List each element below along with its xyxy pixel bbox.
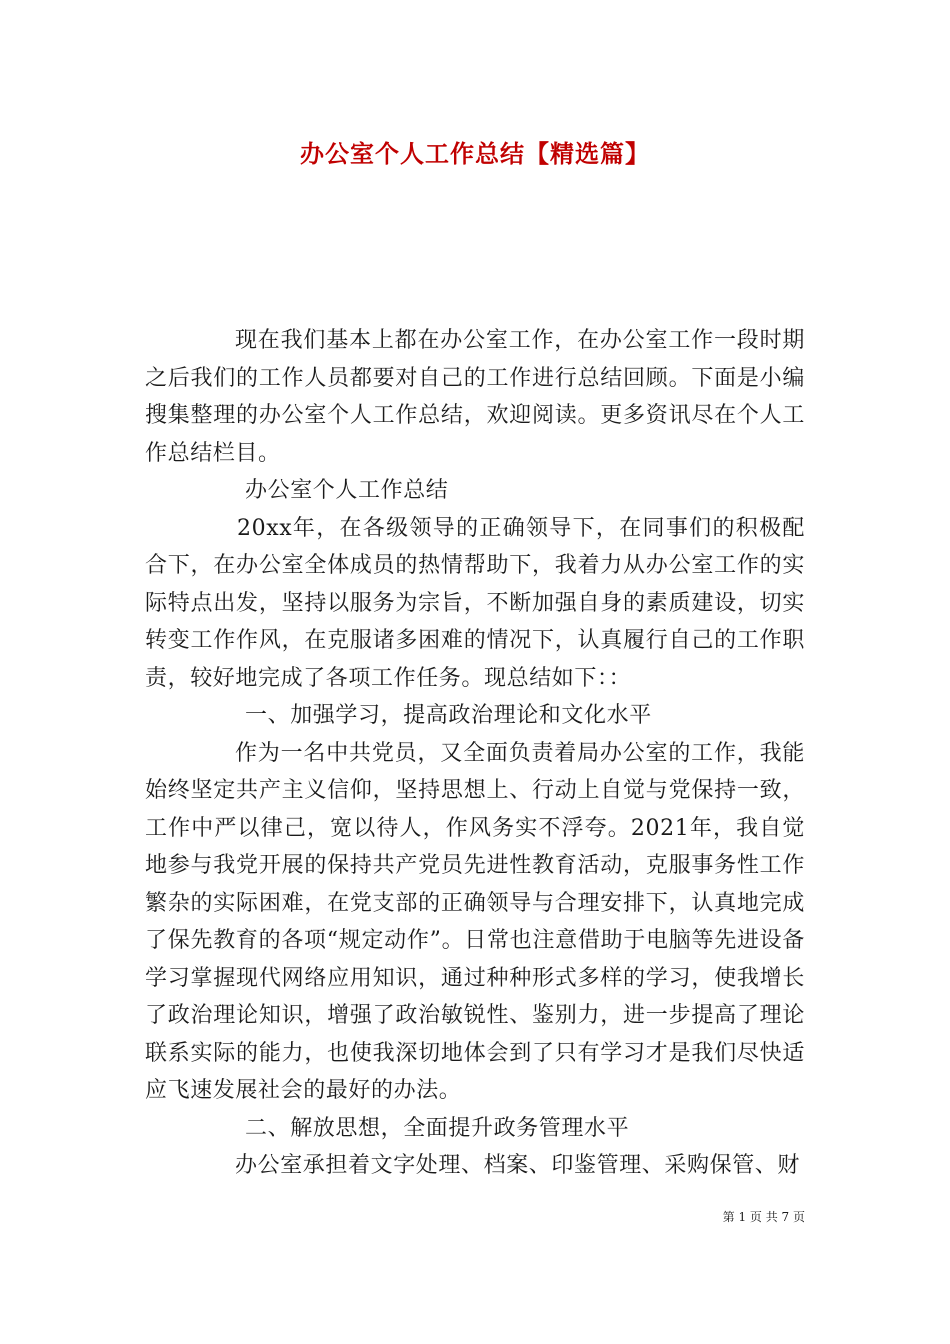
page-number: 第 1 页 共 7 页 <box>722 1210 805 1224</box>
document-body <box>145 322 805 1185</box>
section-1-paragraph: 作为一名中共党员，又全面负责着局办公室的工作，我能始终坚定共产主义信仰，坚持思想上、行动上自觉与党保持一致，工作中严以律己，宽以待人，作风务实不浮夸。2021年，我自觉地参与我党开展的保持共产党员先进性教育活动，克服事务性工作繁杂的实际困难，在党支部的正确领导与合理安排下，认真地完成了保先教育的各项“规定动作”。日常也注意借助于电脑等先进设备学习掌握现代网络应用知识，通过种种形式多样的学习，使我增长了政治理论知识，增强了政治敏锐性、鉴别力，进一步提高了理论联系实际的能力，也使我深切地体会到了只有学习才是我们尽快适应飞速发展社会的最好的办法。 <box>145 740 805 1103</box>
intro-paragraph: 现在我们基本上都在办公室工作，在办公室工作一段时期之后我们的工作人员都要对自己的工作进行总结回顾。下面是小编搜集整理的办公室个人工作总结，欢迎阅读。更多资讯尽在个人工作总结栏目。 <box>145 328 805 466</box>
section-subtitle: 办公室个人工作总结 <box>245 478 449 503</box>
section-heading-1: 一、加强学习，提高政治理论和文化水平 <box>245 703 652 728</box>
document-title: 办公室个人工作总结【精选篇】 <box>300 139 650 168</box>
section-heading-2: 二、解放思想，全面提升政务管理水平 <box>245 1115 630 1141</box>
summary-paragraph: 20xx年，在各级领导的正确领导下，在同事们的积极配合下，在办公室全体成员的热情帮助下，我着力从办公室工作的实际特点出发，坚持以服务为宗旨，不断加强自身的素质建设，切实转变工作作风，在克服诸多困难的情况下，认真履行自己的工作职责，较好地完成了各项工作任务。现总结如下：： <box>145 515 805 691</box>
section-2-paragraph: 办公室承担着文字处理、档案、印鉴管理、采购保管、财 <box>235 1153 801 1178</box>
